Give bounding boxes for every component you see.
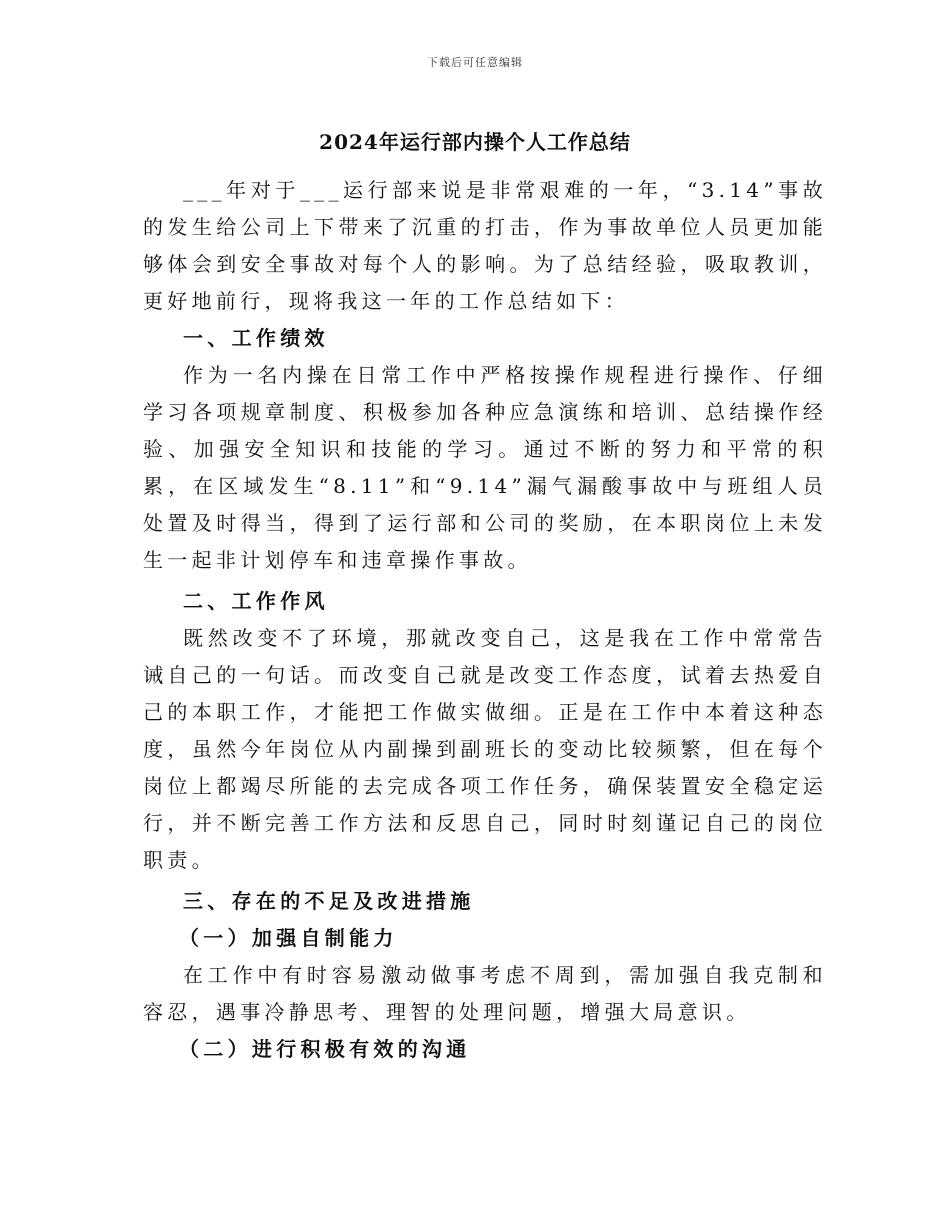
section-1-paragraph: 作为一名内操在日常工作中严格按操作规程进行操作、仔细学习各项规章制度、积极参加各种应急演练和培训、总结操作经验、加强安全知识和技能的学习。通过不断的努力和平常的积累，在区域发生“8.11”和“9.14”漏气漏酸事故中与班组人员处置及时得当，得到了运行部和公司的奖励，在本职岗位上未发生一起非计划停车和违章操作事故。 <box>143 363 827 572</box>
section-3-sub-2-heading: （二）进行积极有效的沟通 <box>179 1037 471 1061</box>
document-title: 2024年运行部内操个人工作总结 <box>319 130 631 154</box>
section-1-heading: 一、工作绩效 <box>183 326 329 350</box>
section-2-heading: 二、工作作风 <box>183 589 329 613</box>
header-note: 下载后可任意编辑 <box>427 56 523 69</box>
section-2-paragraph: 既然改变不了环境，那就改变自己，这是我在工作中常常告诫自己的一句话。而改变自己就是改变工作态度，试着去热爱自己的本职工作，才能把工作做实做细。正是在工作中本着这种态度，虽然今年岗位从内副操到副班长的变动比较频繁，但在每个岗位上都竭尽所能的去完成各项工作任务，确保装置安全稳定运行，并不断完善工作方法和反思自己，同时时刻谨记自己的岗位职责。 <box>143 626 827 872</box>
document-body <box>143 172 827 1068</box>
section-3-sub-1-paragraph: 在工作中有时容易激动做事考虑不周到，需加强自我克制和容忍，遇事冷静思考、理智的处理问题，增强大局意识。 <box>143 963 827 1024</box>
intro-paragraph: ___年对于___运行部来说是非常艰难的一年，“3.14”事故的发生给公司上下带来了沉重的打击，作为事故单位人员更加能够体会到安全事故对每个人的影响。为了总结经验，吸取教训，更好地前行，现将我这一年的工作总结如下： <box>143 178 827 313</box>
section-3-heading: 三、存在的不足及改进措施 <box>183 889 475 913</box>
section-3-sub-1-heading: （一）加强自制能力 <box>179 926 398 950</box>
